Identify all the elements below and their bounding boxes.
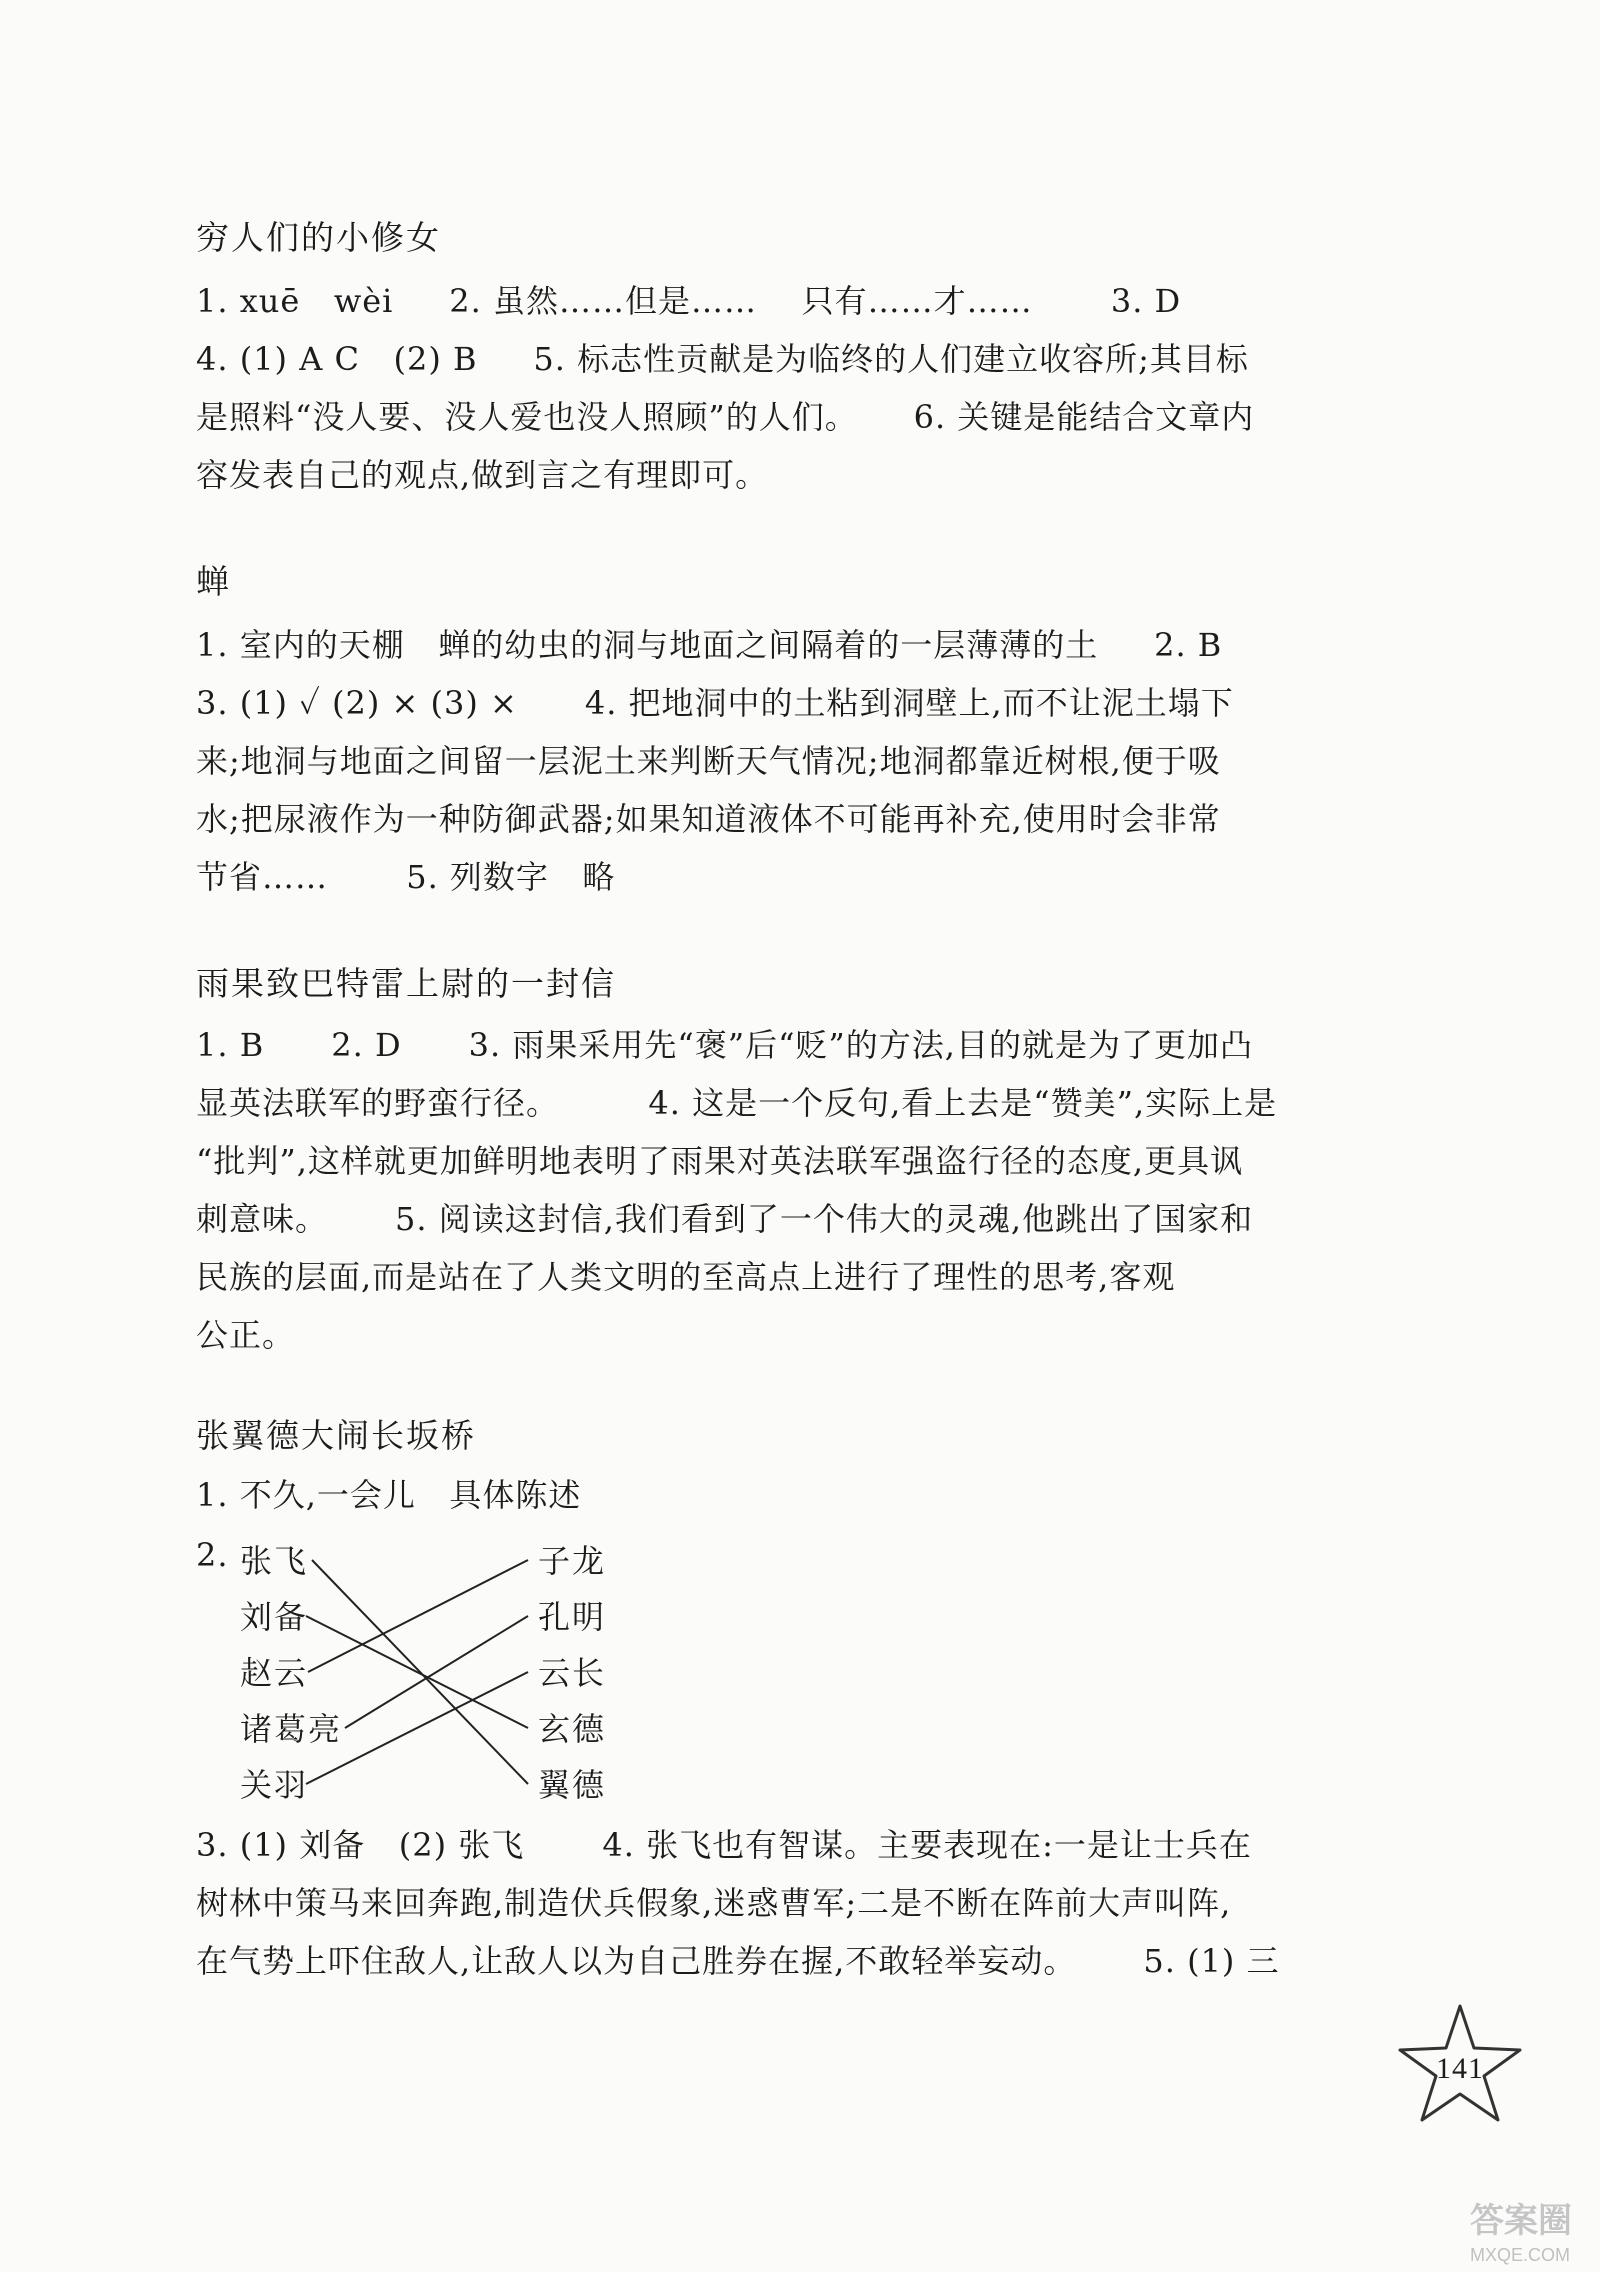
match-left-item: 诸葛亮 [240, 1710, 343, 1748]
match-right-item: 孔明 [538, 1598, 607, 1636]
answer-line: 水;把尿液作为一种防御武器;如果知道液体不可能再补充,使用时会非常 [196, 800, 1221, 838]
match-right-item: 云长 [538, 1654, 607, 1692]
answer-line: “批判”,这样就更加鲜明地表明了雨果对英法联军强盗行径的态度,更具讽 [196, 1142, 1244, 1180]
section-title: 雨果致巴特雷上尉的一封信 [196, 964, 616, 1003]
answer-line: 4. (1) A C (2) B 5. 标志性贡献是为临终的人们建立收容所;其目标 [196, 340, 1249, 378]
answer-line: 1. 不久,一会儿 具体陈述 [196, 1476, 582, 1514]
answer-line: 公正。 [196, 1316, 296, 1354]
answer-line: 1. B 2. D 3. 雨果采用先“褒”后“贬”的方法,目的就是为了更加凸 [196, 1026, 1253, 1064]
answer-line: 刺意味。 5. 阅读这封信,我们看到了一个伟大的灵魂,他跳出了国家和 [196, 1200, 1254, 1238]
match-left-item: 赵云 [240, 1654, 309, 1692]
match-right-item: 翼德 [538, 1766, 607, 1804]
answer-line: 来;地洞与地面之间留一层泥土来判断天气情况;地洞都靠近树根,便于吸 [196, 742, 1221, 780]
answer-line: 1. xuē wèi 2. 虽然……但是…… 只有……才…… 3. D [196, 282, 1182, 320]
answer-line: 在气势上吓住敌人,让敌人以为自己胜券在握,不敢轻举妄动。 5. (1) 三 [196, 1942, 1280, 1980]
matching-line [308, 1560, 528, 1672]
matching-line [306, 1616, 528, 1728]
answer-line: 3. (1) ✓ (2) × (3) × 4. 把地洞中的土粘到洞壁上,而不让泥土塌下 [196, 684, 1234, 722]
answer-line: 显英法联军的野蛮行径。 4. 这是一个反句,看上去是“赞美”,实际上是 [196, 1084, 1278, 1122]
match-left-item: 刘备 [240, 1598, 309, 1636]
matching-line [306, 1672, 528, 1784]
matching-line [312, 1560, 528, 1784]
answer-line: 民族的层面,而是站在了人类文明的至高点上进行了理性的思考,客观 [196, 1258, 1176, 1296]
matching-number: 2. [196, 1536, 229, 1574]
section-title: 蝉 [196, 562, 231, 601]
watermark-logo: 答案圈 [1470, 2202, 1572, 2240]
answer-line: 3. (1) 刘备 (2) 张飞 4. 张飞也有智谋。主要表现在:一是让士兵在 [196, 1826, 1252, 1864]
section-title: 张翼德大闹长坂桥 [196, 1416, 476, 1455]
matching-line [345, 1616, 528, 1728]
section-title: 穷人们的小修女 [196, 218, 441, 257]
match-left-item: 张飞 [240, 1542, 309, 1580]
page-number: 141 [1436, 2052, 1484, 2085]
match-right-item: 玄德 [538, 1710, 607, 1748]
match-left-item: 关羽 [240, 1766, 309, 1804]
answer-line: 树林中策马来回奔跑,制造伏兵假象,迷惑曹军;二是不断在阵前大声叫阵, [196, 1884, 1232, 1922]
answer-line: 是照料“没人要、没人爱也没人照顾”的人们。 6. 关键是能结合文章内 [196, 398, 1255, 436]
answer-line: 容发表自己的观点,做到言之有理即可。 [196, 456, 769, 494]
answer-line: 节省…… 5. 列数字 略 [196, 858, 616, 896]
match-right-item: 子龙 [538, 1542, 607, 1580]
answer-line: 1. 室内的天棚 蝉的幼虫的洞与地面之间隔着的一层薄薄的土 2. B [196, 626, 1223, 664]
watermark-site: MXQE.COM [1469, 2245, 1570, 2265]
